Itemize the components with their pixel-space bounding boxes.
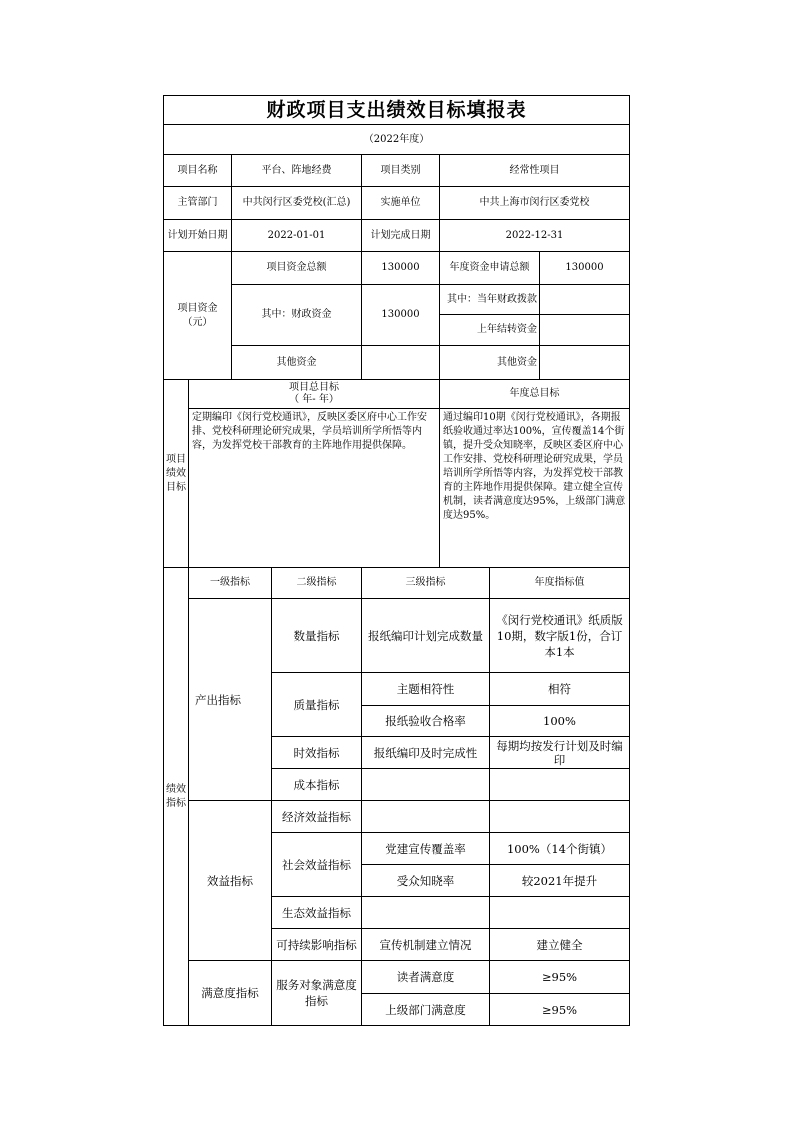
level2-social: 社会效益指标 <box>282 857 351 872</box>
level3-quality-pass-rate: 报纸验收合格率 <box>385 714 466 728</box>
level2-timeliness: 时效指标 <box>293 745 340 760</box>
level3-quality-theme: 主题相符性 <box>396 682 455 696</box>
value-social-coverage: 100%（14个街镇） <box>506 841 612 856</box>
level3-superior-satisfaction: 上级部门满意度 <box>385 1002 466 1017</box>
start-date-value: 2022-01-01 <box>267 229 326 241</box>
dept-label: 主管部门 <box>177 197 218 208</box>
unit-label: 实施单位 <box>380 197 421 208</box>
level3-sustainable: 宣传机制建立情况 <box>379 937 472 952</box>
goals-annual-text: 通过编印10期《闵行党校通讯》，各期报纸验收通过率达100%，宣传覆盖14个街镇，提升受众知晓率，反映区委区府中心工作安排、党校科研理论研究成果，学员培训所学所悟等内容，为发挥党校干部教育的主阵地作用提供保障。建立健全宣传机制，读者满意度达95%，上级部门满意度达95%。 <box>443 412 626 521</box>
value-quantity: 《闵行党校通讯》纸质版10期，数字版1份，合订本1本 <box>496 612 623 659</box>
level2-service-satisfaction: 服务对象满意度 指标 <box>276 978 357 1008</box>
level2-quantity: 数量指标 <box>293 628 340 643</box>
value-quality-pass-rate: 100% <box>543 714 576 728</box>
start-date-label: 计划开始日期 <box>167 229 228 241</box>
funds-other-label: 其他资金 <box>276 356 317 368</box>
unit-value: 中共上海市闵行区委党校 <box>479 197 590 208</box>
goals-overall-text: 定期编印《闵行党校通讯》，反映区委区府中心工作安排、党校科研理论研究成果，学员培训所学所悟等内容，为发挥党校干部教育的主阵地作用提供保障。 <box>192 412 427 451</box>
funds-total-label: 项目资金总额 <box>266 262 327 273</box>
header-value: 年度指标值 <box>534 577 585 588</box>
project-name-label: 项目名称 <box>177 164 218 176</box>
funds-other2-label: 其他资金 <box>497 356 537 368</box>
value-superior-satisfaction: ≥95% <box>541 1002 578 1017</box>
level1-satisfaction: 满意度指标 <box>201 986 259 1000</box>
funds-current-label: 其中：当年财政拨款 <box>447 293 537 305</box>
level2-cost: 成本指标 <box>293 777 340 792</box>
funds-current-value <box>540 285 629 314</box>
level3-timeliness: 报纸编印及时完成性 <box>373 745 478 760</box>
form-title: 财政项目支出绩效目标填报表 <box>266 99 527 121</box>
funds-annual-label: 年度资金申请总额 <box>449 262 530 273</box>
value-reader-satisfaction: ≥95% <box>541 970 578 984</box>
indicators-label: 绩效 指标 <box>166 783 186 809</box>
funds-total-value: 130000 <box>381 262 420 273</box>
project-type-label: 项目类别 <box>380 164 421 176</box>
level1-benefit: 效益指标 <box>207 873 253 888</box>
value-timeliness: 每期均按发行计划及时编印 <box>496 738 623 767</box>
value-social-awareness: 较2021年提升 <box>521 873 598 888</box>
project-type-value: 经常性项目 <box>509 164 560 176</box>
goals-annual-header: 年度总目标 <box>509 388 560 399</box>
funds-carry-value <box>540 315 629 345</box>
header-level2: 二级指标 <box>296 577 337 588</box>
level3-quantity: 报纸编印计划完成数量 <box>368 628 483 643</box>
funds-carry-label: 上年结转资金 <box>477 324 537 335</box>
funds-annual-value: 130000 <box>565 262 604 273</box>
level1-output: 产出指标 <box>195 692 241 707</box>
value-quality-theme: 相符 <box>548 682 571 696</box>
funds-label: 项目资金 （元） <box>177 302 218 328</box>
level3-social-awareness: 受众知晓率 <box>396 873 455 888</box>
project-name-value: 平台、阵地经费 <box>261 164 332 176</box>
funds-other2-value <box>540 346 629 379</box>
goals-label: 项目 绩效 目标 <box>166 453 186 493</box>
header-level3: 三级指标 <box>405 577 446 588</box>
end-date-value: 2022-12-31 <box>505 229 564 241</box>
level3-social-coverage: 党建宣传覆盖率 <box>385 841 466 856</box>
goals-overall-header: 项目总目标 （ 年- 年） <box>289 382 339 405</box>
level3-reader-satisfaction: 读者满意度 <box>396 970 455 984</box>
value-sustainable: 建立健全 <box>536 937 583 952</box>
funds-fiscal-value: 130000 <box>381 309 420 320</box>
end-date-label: 计划完成日期 <box>370 229 431 241</box>
funds-fiscal-label: 其中：财政资金 <box>261 309 332 320</box>
funds-other-value <box>362 346 439 379</box>
form-year: （2022年度） <box>363 133 430 145</box>
header-level1: 一级指标 <box>210 577 250 588</box>
dept-value: 中共闵行区委党校(汇总) <box>242 197 351 208</box>
level2-ecological: 生态效益指标 <box>282 905 351 920</box>
level2-sustainable: 可持续影响指标 <box>276 937 357 952</box>
level2-economic: 经济效益指标 <box>282 809 351 824</box>
level2-quality: 质量指标 <box>293 697 340 712</box>
